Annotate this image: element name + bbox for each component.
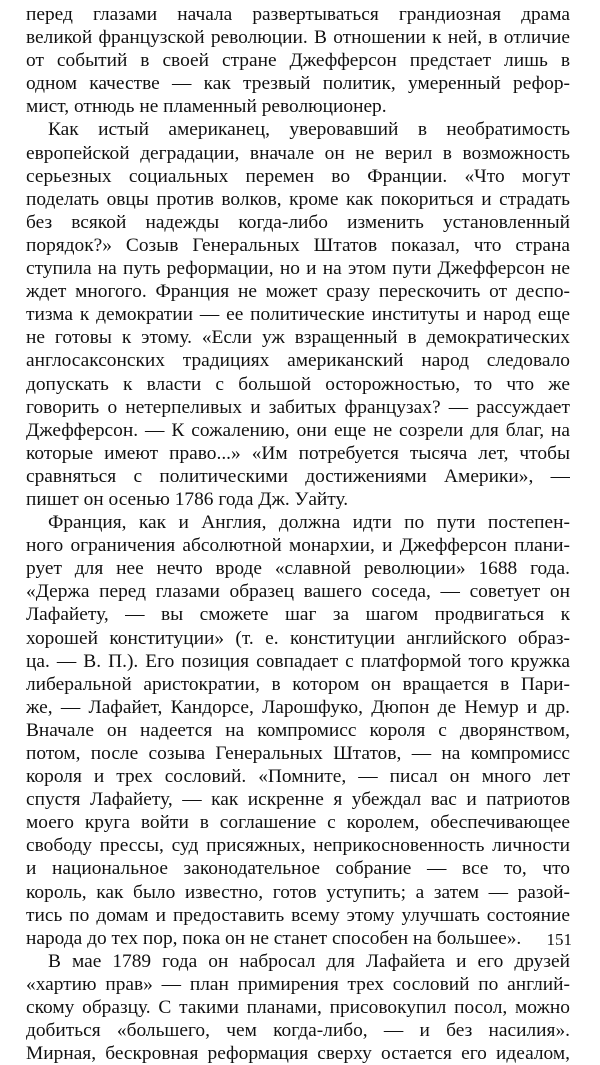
text-line: спустя Лафайету, — как искренне я убеждал вас и патриотов xyxy=(26,789,570,811)
text-line: великой французской революции. В отношении к ней, в отличие xyxy=(26,27,570,49)
text-line: перед глазами начала развертываться грандиозная драма xyxy=(26,4,570,25)
text-line: европейской деградации, вначале он не верил в возможность xyxy=(26,142,570,164)
text-line: Джефферсон. — К сожалению, они еще не созрели для благ, на xyxy=(26,419,570,441)
text-line: поделать овцы против волков, кроме как покориться и страдать xyxy=(26,188,570,210)
text-line: сравняться с политическими достижениями Америки», — xyxy=(26,465,570,487)
text-line: «Держа перед глазами образец вашего соседа, — советует он xyxy=(26,581,570,603)
text-line: Мирная, бескровная реформация сверху остается его идеалом, xyxy=(26,1043,570,1065)
text-line: Лафайету, — вы сможете шаг за шагом продвигаться к xyxy=(26,604,570,626)
text-line: В мае 1789 года он набросал для Лафайета и его друзей xyxy=(48,950,570,972)
text-line: Франция, как и Англия, должна идти по пути постепен- xyxy=(48,512,570,534)
text-line: одном качестве — как трезвый политик, умеренный рефор- xyxy=(26,73,570,95)
text-line: добиться «большего, чем когда-либо, — и без насилия». xyxy=(26,1020,570,1042)
text-line: рует для нее нечто вроде «славной революции» 1688 года. xyxy=(26,558,570,580)
text-line: без всякой надежды когда-либо изменить установленный xyxy=(26,211,570,233)
text-line: ждет многого. Франция не может сразу перескочить от деспо- xyxy=(26,281,570,303)
text-line: ного ограничения абсолютной монархии, и Джефферсон плани- xyxy=(26,535,570,557)
text-line: не готовы к этому. «Если уж взращенный в демократических xyxy=(26,327,570,349)
paragraph-2 xyxy=(26,118,570,511)
paragraph-4 xyxy=(26,950,570,1065)
text-line: народа до тех пор, пока он не станет способен на большее». xyxy=(26,927,522,949)
text-line: король, как было известно, готов уступить; а затем — разой- xyxy=(26,881,570,903)
text-line: же, — Лафайет, Кандорсе, Ларошфуко, Дюпон де Немур и др. xyxy=(26,696,570,718)
text-line: мист, отнюдь не пламенный революционер. xyxy=(26,96,387,118)
paragraph-3 xyxy=(26,511,570,950)
text-line: ца. — В. П.). Его позиция совпадает с платформой того кружка xyxy=(26,650,570,672)
page-number: 151 xyxy=(546,930,572,949)
paragraph-1 xyxy=(26,3,570,118)
text-line: моего круга войти в соглашение с королем, обеспечивающее xyxy=(26,812,570,834)
text-line: порядок?» Созыв Генеральных Штатов показал, что страна xyxy=(26,234,570,256)
text-line: либеральной аристократии, в котором он вращается в Пари- xyxy=(26,673,570,695)
text-line: тизма к демократии — ее политические институты и народ еще xyxy=(26,304,570,326)
text-line: Вначале он надеется на компромисс короля с дворянством, xyxy=(26,719,570,741)
text-line: потом, после созыва Генеральных Штатов, — на компромисс xyxy=(26,743,570,764)
text-line: ступила на путь реформации, но и на этом пути Джефферсон не xyxy=(26,258,570,280)
text-line: которые имеют право...» «Им потребуется тысяча лет, чтобы xyxy=(26,442,570,464)
text-line: хорошей конституции» (т. е. конституции английского образ- xyxy=(26,627,570,649)
text-line: тись по домам и предоставить всему этому улучшать состояние xyxy=(26,904,570,926)
text-line: англосаксонских традициях американский народ следовало xyxy=(26,350,570,372)
text-line: короля и трех сословий. «Помните, — писал он много лет xyxy=(26,766,570,788)
text-line: скому образцу. С такими планами, присовокупил посол, можно xyxy=(26,997,570,1019)
text-line: и национальное законодательное собрание — все то, что xyxy=(26,858,570,880)
text-line: серьезных социальных перемен во Франции. «Что могут xyxy=(26,165,570,187)
text-line: Как истый американец, уверовавший в необратимость xyxy=(48,119,570,141)
text-line: говорить о нетерпеливых и забитых французах? — рассуждает xyxy=(26,396,570,418)
text-line: допускать к власти с большой осторожностью, то что же xyxy=(26,373,570,395)
text-line: от событий в своей стране Джефферсон предстает лишь в xyxy=(26,50,570,72)
text-line: пишет он осенью 1786 года Дж. Уайту. xyxy=(26,488,349,510)
text-line: свободу прессы, суд присяжных, неприкосновенность личности xyxy=(26,835,570,857)
text-line: «хартию прав» — план примирения трех сословий по англий- xyxy=(26,973,570,995)
